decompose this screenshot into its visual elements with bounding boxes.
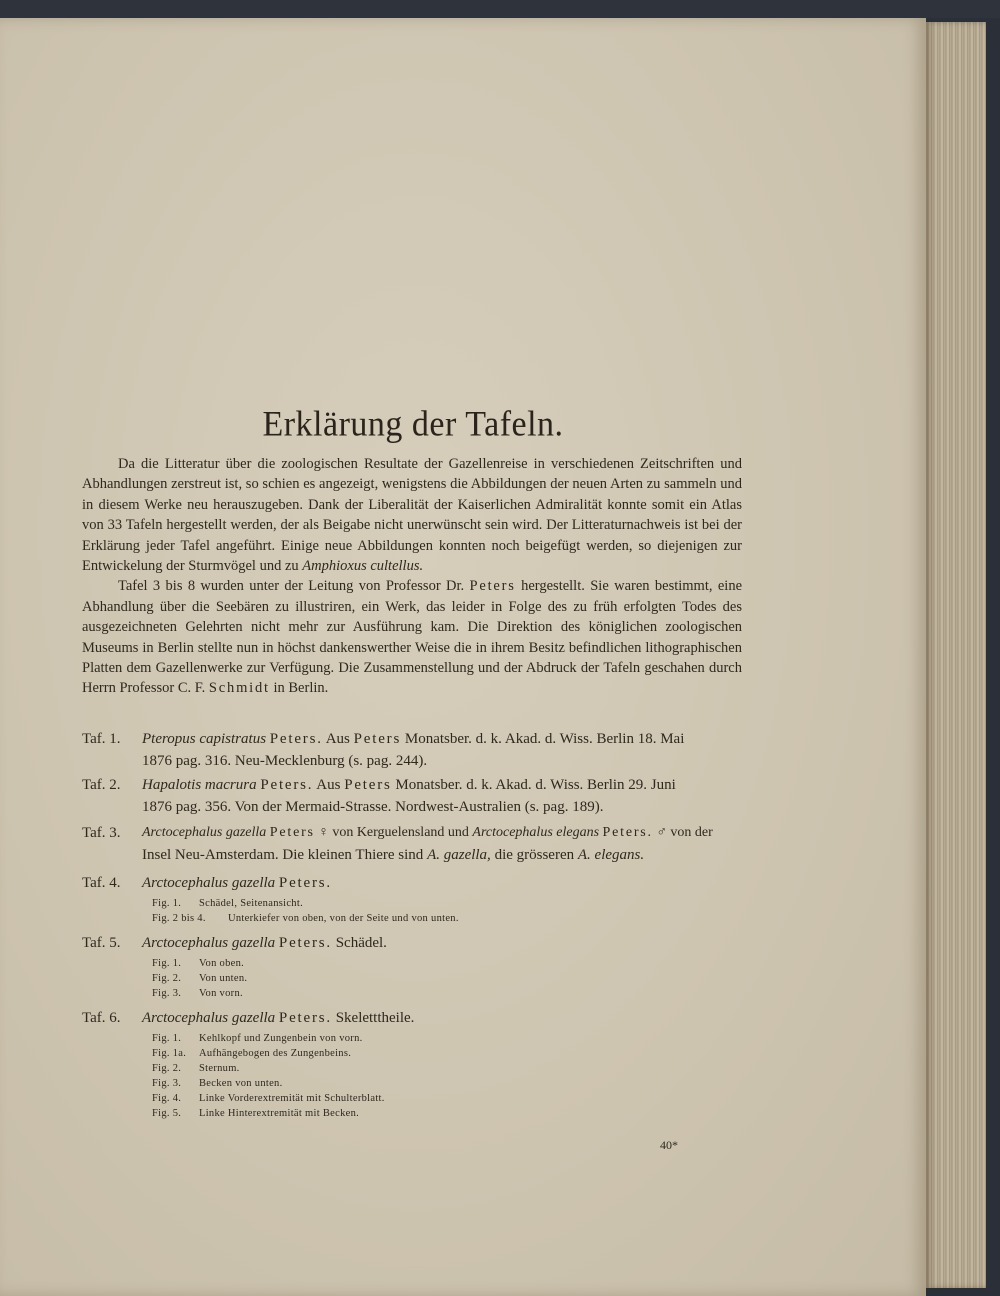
figure-label: Fig. 4. xyxy=(152,1093,182,1104)
figure-item xyxy=(152,1091,752,1106)
page-edges xyxy=(926,22,986,1288)
figure-item xyxy=(152,1106,752,1121)
plate-number: Taf. 5. xyxy=(82,935,121,951)
figure-label: Fig. 1a. xyxy=(152,1048,187,1059)
figure-description: Sternum. xyxy=(199,1063,240,1074)
intro-text-segment: Da die Litteratur über die zoologischen Resultate der Gazellenreise in verschiedenen Zeitschriften und Abhandlungen zerstreut ist, so schien es angezeigt, wenigstens die Abbildungen der neuen Arten zu sammeln und in diesem Werke neu herauszugeben. Dank der Liberalität der Kaiserlichen Admiralität konnte somit ein Atlas von 33 Tafeln hergestellt werden, der als Beigabe nicht unerwünscht sein wird. Der Litteraturnachweis ist bei der Erklärung jeder Tafel angeführt. Einige neue Abbildungen konnten noch beigefügt werden, so diejenigen zur Entwickelung der Sturmvögel und zu xyxy=(82,456,742,575)
figure-description: Von oben. xyxy=(199,958,245,969)
plate-text: Insel Neu-Amsterdam. Die kleinen Thiere sind xyxy=(142,847,428,863)
plate-entry-6 xyxy=(82,1007,752,1121)
figure-label: Fig. 1. xyxy=(152,958,182,969)
plate-entry-3 xyxy=(82,822,752,866)
plate-number: Taf. 2. xyxy=(82,777,121,793)
species-name: Amphioxus cultellus. xyxy=(302,558,424,575)
author-name: Peters. xyxy=(260,777,314,793)
figure-list xyxy=(82,1031,752,1121)
plate-entry-4 xyxy=(82,872,752,926)
species-name: Pteropus capistratus xyxy=(142,731,267,747)
plate-text: Skeletttheile. xyxy=(331,1010,415,1026)
intro-paragraph-2 xyxy=(82,576,742,698)
figure-item xyxy=(152,911,752,926)
plate-text: Monatsber. d. k. Akad. d. Wiss. Berlin 29. Juni xyxy=(391,777,676,793)
author-name: Peters xyxy=(269,825,315,840)
plate-entry-1 xyxy=(82,728,752,772)
figure-item xyxy=(152,956,752,971)
figure-label: Fig. 2. xyxy=(152,973,182,984)
plate-number: Taf. 4. xyxy=(82,875,121,891)
plate-text: Monatsber. d. k. Akad. d. Wiss. Berlin 18. Mai xyxy=(401,731,685,747)
figure-label: Fig. 2 bis 4. xyxy=(152,913,206,924)
figure-item xyxy=(152,1046,752,1061)
plate-text: Aus xyxy=(313,777,345,793)
author-name: Peters. xyxy=(602,825,653,840)
author-name: Peters. xyxy=(278,935,332,951)
species-name: Arctocephalus gazella xyxy=(142,875,276,891)
page-signature: 40* xyxy=(660,1138,678,1152)
figure-item xyxy=(152,986,752,1001)
figure-description: Von vorn. xyxy=(199,988,243,999)
person-name: Peters xyxy=(469,578,516,595)
intro-text-segment: Tafel 3 bis 8 wurden unter der Leitung von Professor Dr. xyxy=(118,578,470,595)
intro-text-segment: hergestellt. Sie waren bestimmt, eine Abhandlung über die Seebären zu illustriren, ein Werk, das leider in Folge des zu früh erfolgten Todes des ausgezeichneten Gelehrten nicht mehr zur Ausführung kam. Die Direktion des königlichen zoologischen Museums in Berlin stellte nun in höchst dankenswerther Weise die in ihrem Besitz befindlichen lithographischen Platten dem Gazellenwerke zur Verfügung. Die Zusammenstellung und der Abdruck der Tafeln geschahen durch Herrn Professor C. F. xyxy=(82,578,742,697)
plate-reference: 1876 pag. 356. Von der Mermaid-Strasse. Nordwest-Australien (s. pag. 189). xyxy=(142,799,604,815)
figure-item xyxy=(152,896,752,911)
book-cover-edge xyxy=(0,0,1000,18)
plate-text: Schädel. xyxy=(331,935,387,951)
species-name: A. elegans. xyxy=(577,847,645,863)
author-name: Peters. xyxy=(269,731,323,747)
figure-label: Fig. 5. xyxy=(152,1108,182,1119)
plate-text: Aus xyxy=(322,731,354,747)
plate-text: die grösseren xyxy=(490,847,578,863)
figure-label: Fig. 3. xyxy=(152,988,182,999)
figure-item xyxy=(152,1061,752,1076)
figure-description: Von unten. xyxy=(199,973,248,984)
intro-text-segment: in Berlin. xyxy=(269,680,329,697)
plate-text: ♀ von Kerguelensland und xyxy=(314,825,473,840)
plate-entry-2 xyxy=(82,774,752,818)
figure-description: Kehlkopf und Zungenbein von vorn. xyxy=(199,1033,363,1044)
figure-list xyxy=(82,956,752,1001)
figure-description: Unterkiefer von oben, von der Seite und von unten. xyxy=(228,913,459,924)
figure-label: Fig. 2. xyxy=(152,1063,182,1074)
figure-label: Fig. 3. xyxy=(152,1078,182,1089)
figure-description: Becken von unten. xyxy=(199,1078,283,1089)
author-name: Peters. xyxy=(278,875,332,891)
figure-item xyxy=(152,1076,752,1091)
plate-text: ♂ von der xyxy=(652,825,713,840)
author-name: Peters xyxy=(344,777,392,793)
species-name: Arctocephalus elegans xyxy=(472,825,600,840)
figure-label: Fig. 1. xyxy=(152,898,182,909)
person-name: Schmidt xyxy=(208,680,270,697)
species-name: A. gazella, xyxy=(427,847,491,863)
plate-number: Taf. 3. xyxy=(82,825,121,841)
species-name: Arctocephalus gazella xyxy=(142,935,276,951)
book-page xyxy=(0,18,926,1296)
figure-label: Fig. 1. xyxy=(152,1033,182,1044)
plate-number: Taf. 6. xyxy=(82,1010,121,1026)
figure-list xyxy=(82,896,752,926)
author-name: Peters xyxy=(353,731,402,747)
intro-text xyxy=(82,454,742,699)
species-name: Arctocephalus gazella xyxy=(142,825,267,840)
plate-reference: 1876 pag. 316. Neu-Mecklenburg (s. pag. 244). xyxy=(142,753,428,769)
plate-entry-5 xyxy=(82,932,752,1001)
figure-item xyxy=(152,1031,752,1046)
figure-description: Aufhängebogen des Zungenbeins. xyxy=(199,1048,352,1059)
page-title: Erklärung der Tafeln. xyxy=(262,405,564,444)
figure-item xyxy=(152,971,752,986)
plate-number: Taf. 1. xyxy=(82,731,121,747)
intro-paragraph-1 xyxy=(82,454,742,576)
species-name: Hapalotis macrura xyxy=(142,777,257,793)
author-name: Peters. xyxy=(278,1010,332,1026)
species-name: Arctocephalus gazella xyxy=(142,1010,276,1026)
figure-description: Linke Hinterextremität mit Becken. xyxy=(199,1108,360,1119)
figure-description: Schädel, Seitenansicht. xyxy=(199,898,303,909)
figure-description: Linke Vorderextremität mit Schulterblatt. xyxy=(199,1093,385,1104)
